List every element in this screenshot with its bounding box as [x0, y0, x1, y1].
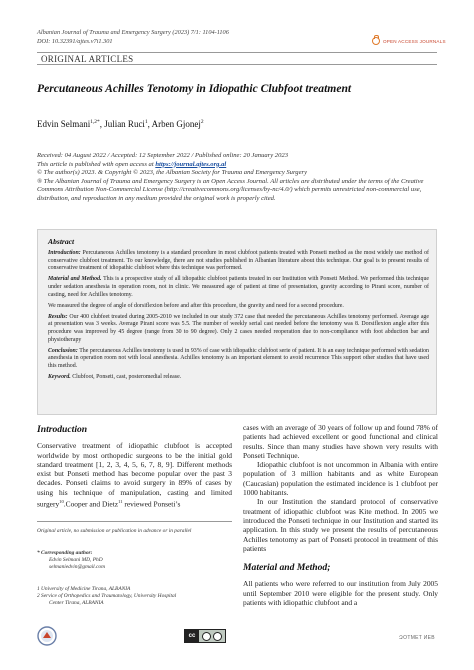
corresponding-author-email[interactable]: selmaniedvin@gmail.com	[49, 564, 106, 570]
doi-link[interactable]: DOI: 10.32391/ajtes.v7i1.301	[37, 38, 113, 45]
journal-url-link[interactable]: https://journal.ajtes.org.al	[155, 160, 227, 168]
citation-sup: 11	[118, 499, 123, 505]
abstract-box	[37, 229, 437, 415]
abstract-conclusion: Conclusion: The percutaneous Achilles tenotomy is used in 93% of case with idiopathic clubfoot serie of patient. It is an easy technique performed with sedation anesthesia in operation room not with local anesthesia. Achilles tenotomy is an important element to avoid recurrence This support other studies that have used this method.	[48, 347, 429, 370]
cc-icon: cc	[185, 630, 199, 642]
footnote-divider	[37, 521, 232, 522]
origin-note: Original article, no submission or publication in advance or in parallel	[37, 528, 192, 534]
abstract-keywords: Keyword. Clubfoot, Ponseti, cast, posteromedial release.	[48, 374, 182, 381]
license-text: ® The Albanian Journal of Trauma and Emergency Surgery is an Open Access Journal. All articles are distributed under the terms of the Creative Commons Attribution Non-Commercial License (http://creativecommons.org/licenses/by-nc/4.0/) which permits unrestricted non-commercial use, distribution, and reproduction in any medium provided the original work is properly cited.	[37, 177, 424, 202]
author-separator: ,	[99, 119, 105, 129]
section-band	[37, 52, 437, 65]
body-paragraph: In our Institution the standard protocol of conservative treatment of idiopathic clubfoot was Kite method. In 2005 we introduced the Ponseti technique in our Institution and started its application. In this study we present the results of percutaneous Achilles tenotomy as part of Ponseti protocol in treatment of this patients	[243, 497, 438, 553]
attribution-icon	[202, 632, 211, 641]
left-column	[37, 425, 232, 509]
abstract-method-cont: We measured the degree of angle of dorsiflexion before and after this procedure, the gravity and need for a second procedure.	[48, 302, 344, 309]
affiliation-2-cont: Center Tirana, ALBANIA	[49, 600, 104, 606]
introduction-paragraph: Conservative treatment of idiopathic clubfoot is accepted worldwide by most orthopedic surgeons to be the initial gold standard treatment [1, 2, 3, 4, 5, 6, 7, 8, 9]. Different methods exist but Ponseti method has become popular over the past 3 decades. Ponseti claims to avoid surgery in 89% of cases by using his technique of manipulation, casting and limited surgery$^{10}$.Cooper and Dietz$^{11}$ reviewed Ponseti’s	[37, 441, 232, 509]
footer-brand: ԶOTMET ИEB	[399, 635, 435, 641]
affiliation-1: 1 University of Medicine Tirana, ALBANIA	[37, 586, 131, 592]
right-column	[243, 423, 438, 607]
cc-license-icons	[199, 630, 225, 642]
open-access-logo-text: OPEN ACCESS JOURNALS	[383, 38, 446, 44]
open-access-logo	[372, 37, 446, 45]
author-separator: ,	[147, 119, 152, 129]
material-method-heading: Material and Method;	[243, 562, 331, 574]
article-title: Percutaneous Achilles Tenotomy in Idiopathic Clubfoot treatment	[37, 82, 352, 95]
author-name: Arben Gjonej	[151, 119, 201, 129]
author-affiliation-sup: 1,2*	[90, 119, 100, 125]
author-list	[37, 119, 204, 129]
body-paragraph: All patients who were referred to our institution from July 2005 until September 2010 were eligible for the present study. Only patients with idiopathic clubfoot and a	[243, 579, 438, 608]
body-paragraph: cases with an average of 30 years of follow up and found 78% of patients had achieved excellent or good functional and clinical results. Since than many studies have shown very results with Ponseti Technique.	[243, 423, 438, 460]
publication-metadata	[37, 152, 441, 204]
creative-commons-badge[interactable]	[184, 629, 226, 643]
section-label: ORIGINAL ARTICLES	[41, 54, 134, 64]
citation-sup: 10	[59, 499, 64, 505]
received-dates: Received: 04 August 2022 / Accepted: 12 September 2022 / Published online: 20 January 2023	[37, 152, 288, 159]
abstract-heading: Abstract	[48, 237, 75, 246]
affiliation-2: 2 Service of Orthopedics and Traumatology, University Hospital	[37, 593, 177, 599]
introduction-heading: Introduction	[37, 424, 88, 435]
abstract-method: Material and Method. This is a prospective study of all idiopathic clubfoot patients treated in our Institution with Ponseti Method. We performed this technique under sedation anesthesia in operation room, not in clinic. We measured age of patient at time of presentation, gravity according to Pirani score, number of casting, need for Achilles tenotomy.	[48, 276, 429, 298]
published-note: This article is published with open access at https://journal.ajtes.org.al	[37, 160, 227, 168]
author-name: Edvin Selmani	[37, 119, 91, 129]
open-lock-icon	[372, 37, 380, 45]
noncommercial-icon	[213, 632, 222, 641]
abstract-results: Results: Our 400 clubfeet treated during 2005-2010 we included in our study 372 case that needed the percutaneous Achilles tenotomy performed. Average age at presentation was 3 weeks. Average Pirani score was 5.5. The number of weekly serial cast needed before the tenotomy was 8. Dorsiflexion angle after this procedure was improved by 45 degree (range from 30 to 90 degree). Only 2 cases needed reoperation due to non-compliance with foot abduction bar and physiotherapy	[48, 313, 429, 343]
corresponding-author-label: * Corresponding author:	[37, 550, 93, 556]
body-paragraph: Idiopathic clubfoot is not uncommon in Albania with entire population of 3 million habitants and as white European (Caucasian) population the estimated incidence is 1 clubfoot per 1000 habitants.	[243, 460, 438, 498]
abstract-introduction: Introduction: Percutaneous Achilles tenotomy is a standard procedure in most clubfoot patients treated with Ponseti method as the most widely use method of conservative clubfoot treatment. To our knowledge, there are not studies published in Albanian literature about this technique. Our goal is to present results of conservative treatment of idiopathic clubfoot where this technique was performed.	[48, 250, 429, 272]
author-affiliation-sup: 2	[200, 119, 204, 125]
copyright-line: © The author(s) 2023. & Copyright © 2023, the Albanian Society for Trauma and Emergency Surgery	[37, 169, 308, 177]
corresponding-author-name: Edvin Selmani MD, PhD	[49, 557, 103, 563]
journal-citation: Albanian Journal of Trauma and Emergency Surgery (2023) 7/1: 1104-1106	[37, 29, 229, 36]
author-affiliation-sup: 1	[144, 119, 148, 125]
society-logo-icon	[37, 626, 57, 646]
abstract-body	[48, 250, 429, 385]
author-name: Julian Ruci	[104, 119, 145, 129]
